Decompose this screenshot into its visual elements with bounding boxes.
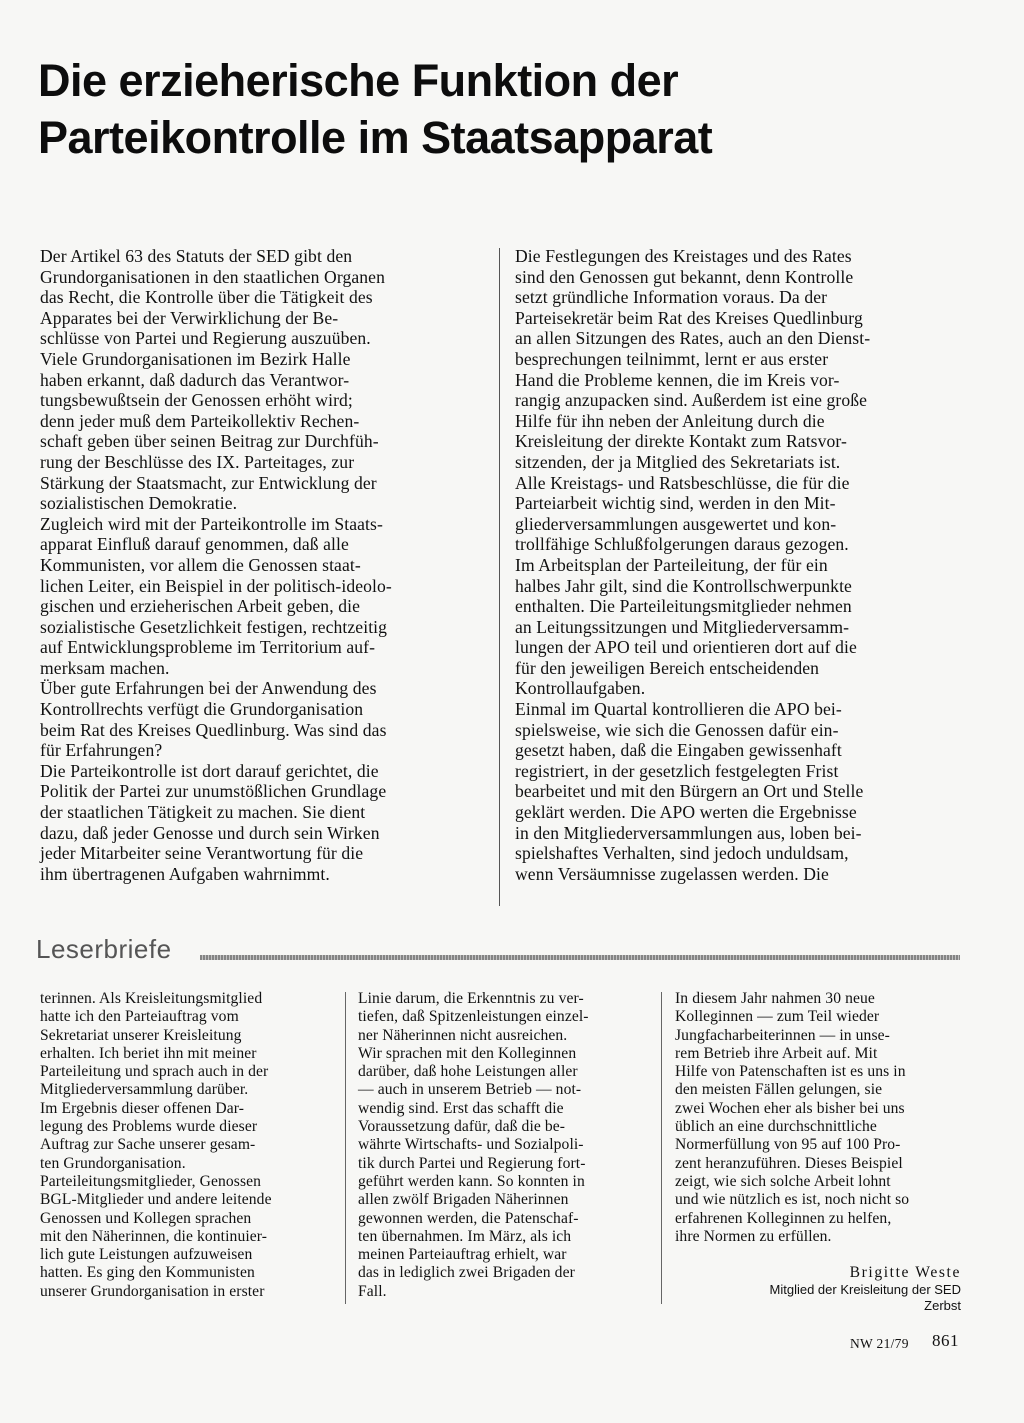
text-line: das in lediglich zwei Brigaden der	[358, 1264, 575, 1282]
text-line: geführt werden kann. So konnten in	[358, 1172, 585, 1190]
text-line: ner Näherinnen nicht ausreichen.	[358, 1026, 568, 1044]
text-line: tungsbewußtsein der Genossen erhöht wird;	[40, 390, 353, 411]
text-line: Kommunisten, vor allem die Genossen staat-	[40, 554, 361, 575]
text-line: meinen Parteiauftrag erhielt, war	[358, 1246, 567, 1264]
text-line: gesetzt haben, daß die Eingaben gewissenhaft	[515, 740, 842, 761]
text-line: lich gute Leistungen aufzuweisen	[40, 1246, 253, 1264]
text-line: für Erfahrungen?	[40, 740, 163, 761]
text-line: BGL-Mitglieder und andere leitende	[40, 1191, 272, 1209]
text-line: gischen und erzieherischen Arbeit geben, die	[40, 596, 360, 617]
text-line: üblich an eine durchschnittliche	[675, 1118, 877, 1136]
paragraph	[358, 990, 648, 1301]
text-line: schlüsse von Partei und Regierung auszuüben.	[40, 328, 371, 349]
text-line: erfahrenen Kolleginnen zu helfen,	[675, 1209, 892, 1227]
text-line: merksam machen.	[40, 657, 170, 678]
text-line: währte Wirtschafts- und Sozialpoli-	[358, 1136, 584, 1154]
text-line: Politik der Partei zur unumstößlichen Grundlage	[40, 781, 387, 802]
text-line: ihre Normen zu erfüllen.	[675, 1227, 832, 1245]
text-line: gewonnen werden, die Patenschaf-	[358, 1209, 579, 1227]
text-line: Genossen und Kollegen sprachen	[40, 1209, 252, 1227]
text-line: Parteiarbeit wichtig sind, werden in den Mit-	[515, 493, 836, 514]
text-line: spielshaftes Verhalten, sind jedoch unduldsam,	[515, 843, 849, 864]
text-line: in den Mitgliederversammlungen aus, loben bei-	[515, 822, 862, 843]
text-line: Jungfacharbeiterinnen — in unse-	[675, 1026, 890, 1044]
text-line: sitzenden, der ja Mitglied des Sekretariats ist.	[515, 451, 841, 472]
text-line: Die Festlegungen des Kreistages und des Rates	[515, 246, 852, 266]
article-column-right	[515, 246, 959, 884]
text-line: zwei Wochen eher als bisher bei uns	[675, 1099, 905, 1117]
text-line: auf Entwicklungsprobleme im Territorium auf-	[40, 637, 376, 658]
text-line: legung des Problems wurde dieser	[40, 1118, 258, 1136]
text-line: Kolleginnen — zum Teil wieder	[675, 1008, 880, 1026]
paragraph	[40, 514, 484, 679]
text-line: lungen der APO teil und orientieren dort auf die	[515, 637, 857, 658]
letter-signature	[675, 1264, 961, 1313]
text-line: registriert, in der gesetzlich festgelegten Frist	[515, 760, 839, 781]
text-line: zeigt, wie sich solche Arbeit lohnt	[675, 1172, 891, 1190]
text-line: spielsweise, wie sich die Genossen dafür ein-	[515, 719, 839, 740]
text-line: apparat Einfluß darauf genommen, daß alle	[40, 534, 349, 555]
text-line: beim Rat des Kreises Quedlinburg. Was sind das	[40, 719, 387, 740]
text-line: Hand die Probleme kennen, die im Kreis vor-	[515, 369, 840, 390]
text-line: tik durch Partei und Regierung fort-	[358, 1154, 586, 1172]
text-line: wendig sind. Erst das schafft die	[358, 1099, 564, 1117]
text-line: Kontrollaufgaben.	[515, 678, 646, 699]
text-line: enthalten. Die Parteileitungsmitglieder nehmen	[515, 596, 852, 617]
text-line: In diesem Jahr nahmen 30 neue	[675, 990, 875, 1007]
text-line: halbes Jahr gilt, sind die Kontrollschwerpunkte	[515, 575, 852, 596]
page-number: 861	[932, 1331, 959, 1350]
text-line: und wie nützlich es ist, noch nicht so	[675, 1191, 910, 1209]
text-line: das Recht, die Kontrolle über die Tätigkeit des	[40, 287, 373, 308]
article-column-left	[40, 246, 484, 884]
text-line: denn jeder muß dem Parteikollektiv Rechen-	[40, 410, 360, 431]
text-line: Sekretariat unserer Kreisleitung	[40, 1026, 242, 1044]
text-line: rem Betrieb ihre Arbeit auf. Mit	[675, 1044, 878, 1062]
text-line: bearbeitet und mit den Bürgern an Ort und Stelle	[515, 781, 864, 802]
paragraph	[40, 761, 484, 885]
text-line: Auftrag zur Sache unserer gesam-	[40, 1136, 256, 1154]
article-headline	[38, 52, 978, 166]
author-name: Brigitte Weste	[849, 1264, 961, 1281]
text-line: ten übernahmen. Im März, als ich	[358, 1227, 572, 1245]
text-line: Im Ergebnis dieser offenen Dar-	[40, 1099, 244, 1117]
text-line: Voraussetzung dafür, daß die be-	[358, 1118, 566, 1136]
text-line: tiefen, daß Spitzenleistungen einzel-	[358, 1008, 589, 1026]
text-line: sind den Genossen gut bekannt, denn Kontrolle	[515, 266, 854, 287]
text-line: an allen Sitzungen des Rates, auch an den Dienst-	[515, 328, 871, 349]
letter-column-2	[358, 990, 648, 1301]
paragraph	[40, 990, 330, 1173]
text-line: geklärt werden. Die APO werten die Ergebnisse	[515, 802, 857, 823]
text-line: Normerfüllung von 95 auf 100 Pro-	[675, 1136, 901, 1154]
text-line: der staatlichen Tätigkeit zu machen. Sie dient	[40, 802, 366, 823]
text-line: Parteisekretär beim Rat des Kreises Quedlinburg	[515, 307, 863, 328]
text-line: Viele Grundorganisationen im Bezirk Halle	[40, 348, 351, 369]
text-line: schaft geben über seinen Beitrag zur Durchfüh-	[40, 431, 379, 452]
section-title: Leserbriefe	[36, 934, 172, 964]
column-divider	[661, 992, 662, 1304]
text-line: Im Arbeitsplan der Parteileitung, der für ein	[515, 554, 828, 575]
text-line: allen zwölf Brigaden Näherinnen	[358, 1191, 569, 1209]
text-line: setzt gründliche Information voraus. Da der	[515, 287, 828, 308]
text-line: Linie darum, die Erkenntnis zu ver-	[358, 990, 584, 1007]
text-line: rung der Beschlüsse des IX. Parteitages, zur	[40, 451, 355, 472]
letter-column-3	[675, 990, 961, 1246]
journal-issue: NW 21/79	[850, 1336, 909, 1351]
text-line: Hilfe von Patenschaften ist es uns in	[675, 1063, 906, 1081]
text-line: Die Parteikontrolle ist dort darauf gerichtet, die	[40, 760, 379, 781]
text-line: mit den Näherinnen, die kontinuier-	[40, 1227, 268, 1245]
column-divider	[499, 248, 500, 906]
text-line: an Leitungssitzungen und Mitgliederversamm-	[515, 616, 850, 637]
text-line: terinnen. Als Kreisleitungsmitglied	[40, 990, 263, 1007]
section-rule	[200, 955, 960, 960]
text-line: erhalten. Ich beriet ihn mit meiner	[40, 1044, 257, 1062]
text-line: wenn Versäumnisse zugelassen werden. Die	[515, 863, 829, 884]
text-line: darüber, daß hohe Leistungen aller	[358, 1063, 578, 1081]
text-line: Parteileitung und sprach auch in der	[40, 1063, 269, 1081]
paragraph	[515, 699, 959, 884]
text-line: Zugleich wird mit der Parteikontrolle im Staats-	[40, 513, 383, 534]
headline-line: Parteikontrolle im Staatsapparat	[38, 112, 713, 163]
text-line: Kontrollrechts verfügt die Grundorganisation	[40, 699, 364, 720]
text-line: Wir sprachen mit den Kolleginnen	[358, 1044, 577, 1062]
text-line: Apparates bei der Verwirklichung der Be-	[40, 307, 339, 328]
paragraph	[675, 990, 961, 1246]
text-line: hatte ich den Parteiauftrag vom	[40, 1008, 239, 1026]
text-line: Parteileitungsmitglieder, Genossen	[40, 1172, 262, 1190]
text-line: Alle Kreistags- und Ratsbeschlüsse, die für die	[515, 472, 850, 493]
text-line: Der Artikel 63 des Statuts der SED gibt den	[40, 246, 353, 266]
text-line: haben erkannt, daß dadurch das Verantwor-	[40, 369, 350, 390]
text-line: rangig anzupacken sind. Außerdem ist eine große	[515, 390, 868, 411]
text-line: Stärkung der Staatsmacht, zur Entwicklung der	[40, 472, 377, 493]
text-line: sozialistische Gesetzlichkeit festigen, rechtzeitig	[40, 616, 388, 637]
text-line: zent heranzuführen. Dieses Beispiel	[675, 1154, 903, 1172]
text-line: dazu, daß jeder Genosse und durch sein Wirken	[40, 822, 380, 843]
text-line: Mitgliederversammlung darüber.	[40, 1081, 249, 1099]
text-line: ihm übertragenen Aufgaben wahrnimmt.	[40, 863, 330, 884]
headline-line: Die erzieherische Funktion der	[38, 55, 679, 106]
author-role: Mitglied der Kreisleitung der SED	[769, 1282, 961, 1297]
text-line: besprechungen teilnimmt, lernt er aus erster	[515, 348, 829, 369]
paragraph	[40, 246, 484, 514]
paragraph	[40, 678, 484, 760]
text-line: Einmal im Quartal kontrollieren die APO bei-	[515, 699, 842, 720]
text-line: Hilfe für ihn neben der Anleitung durch die	[515, 410, 825, 431]
text-line: sozialistischen Demokratie.	[40, 493, 238, 514]
column-divider	[345, 992, 346, 1304]
text-line: trollfähige Schlußfolgerungen daraus gezogen.	[515, 534, 849, 555]
author-location: Zerbst	[924, 1297, 961, 1313]
text-line: — auch in unserem Betrieb — not-	[358, 1081, 582, 1099]
paragraph	[515, 473, 959, 700]
paragraph	[40, 1173, 330, 1301]
text-line: unserer Grundorganisation in erster	[40, 1282, 265, 1300]
paragraph	[515, 246, 959, 473]
letter-column-1	[40, 990, 330, 1301]
text-line: gliederversammlungen ausgewertet und kon-	[515, 513, 837, 534]
text-line: Über gute Erfahrungen bei der Anwendung des	[40, 678, 377, 699]
text-line: Fall.	[358, 1282, 387, 1300]
text-line: ten Grundorganisation.	[40, 1154, 186, 1172]
text-line: Grundorganisationen in den staatlichen Organen	[40, 266, 385, 287]
text-line: Kreisleitung der direkte Kontakt zum Ratsvor-	[515, 431, 847, 452]
text-line: hatten. Es ging den Kommunisten	[40, 1264, 255, 1282]
text-line: lichen Leiter, ein Beispiel in der politisch-ideolo-	[40, 575, 392, 596]
text-line: jeder Mitarbeiter seine Verantwortung für die	[40, 843, 364, 864]
text-line: für den jeweiligen Bereich entscheidenden	[515, 657, 820, 678]
text-line: den meisten Fällen gelungen, sie	[675, 1081, 883, 1099]
